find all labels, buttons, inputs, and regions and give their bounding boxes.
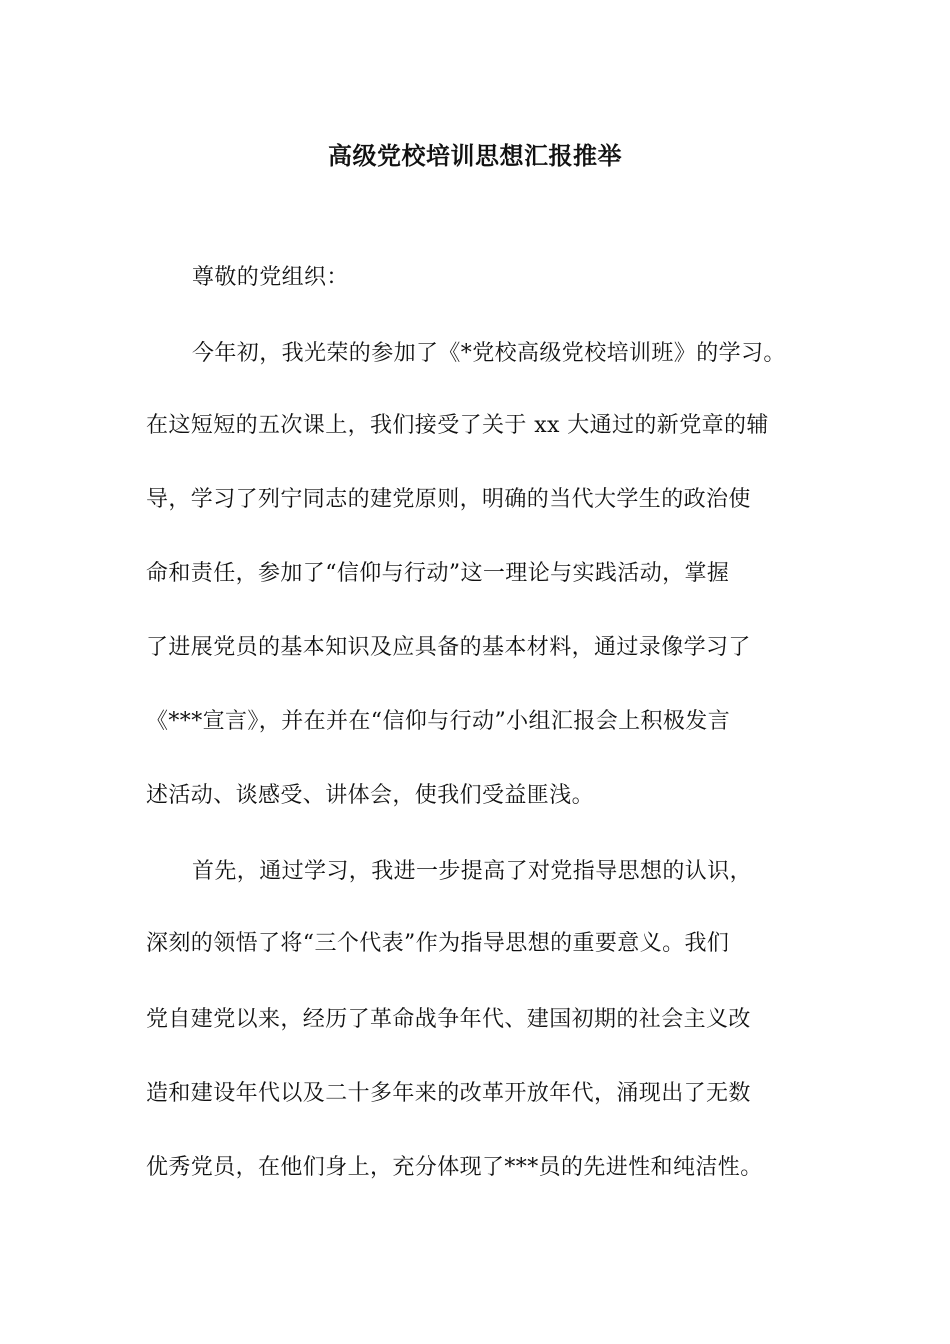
paragraph-line: 在这短短的五次课上，我们接受了关于 xx 大通过的新党章的辅 — [146, 413, 769, 438]
paragraph-line: 优秀党员，在他们身上，充分体现了***员的先进性和纯洁性。 — [146, 1155, 763, 1180]
paragraph-line: 今年初，我光荣的参加了《*党校高级党校培训班》的学习。 — [192, 341, 786, 366]
paragraph-line: 造和建设年代以及二十多年来的改革开放年代，涌现出了无数 — [146, 1081, 751, 1106]
paragraph-line: 首先，通过学习，我进一步提高了对党指导思想的认识， — [192, 859, 753, 884]
paragraph-line: 命和责任，参加了“信仰与行动”这一理论与实践活动，掌握 — [146, 561, 730, 586]
paragraph-line: 述活动、谈感受、讲体会，使我们受益匪浅。 — [146, 783, 595, 808]
paragraph-line: 《***宣言》，并在并在“信仰与行动”小组汇报会上积极发言 — [146, 709, 731, 734]
paragraph-line: 深刻的领悟了将“三个代表”作为指导思想的重要意义。我们 — [146, 931, 730, 956]
paragraph-line: 导，学习了列宁同志的建党原则，明确的当代大学生的政治使 — [146, 487, 751, 512]
paragraph-line: 党自建党以来，经历了革命战争年代、建国初期的社会主义改 — [146, 1007, 751, 1032]
document-title: 高级党校培训思想汇报推举 — [328, 141, 622, 170]
paragraph-line: 了进展党员的基本知识及应具备的基本材料，通过录像学习了 — [146, 635, 751, 660]
salutation-line: 尊敬的党组织： — [192, 265, 349, 290]
